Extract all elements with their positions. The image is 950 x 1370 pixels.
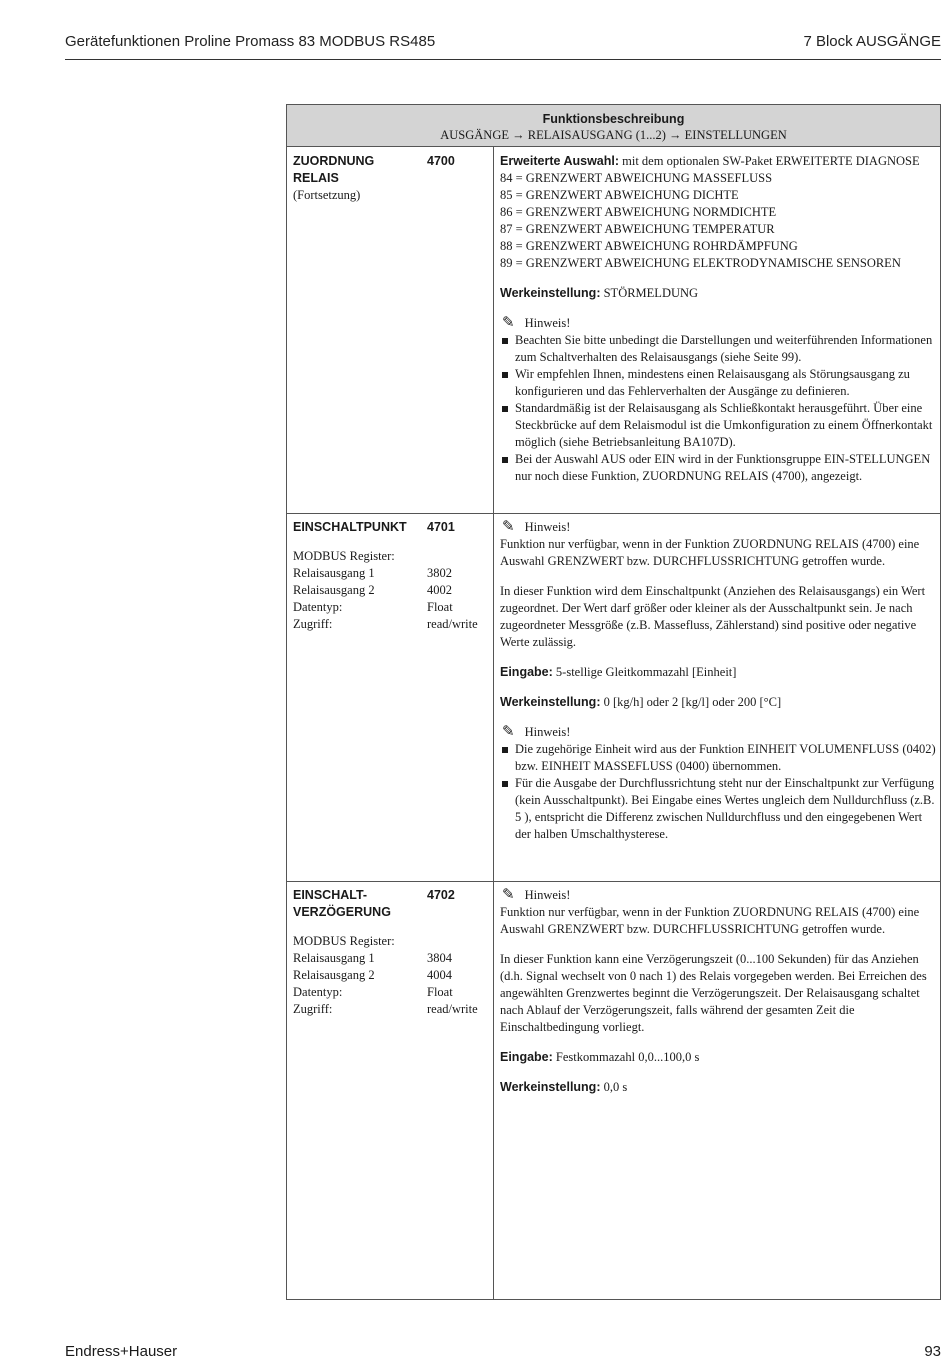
hint-heading: ✎ Hinweis! xyxy=(502,519,571,535)
availability-note: Funktion nur verfügbar, wenn in der Funktion ZUORDNUNG RELAIS (4700) eine Auswahl GRENZWERT bzw. DURCHFLUSSRICHTUNG getroffen wurde. xyxy=(500,537,920,568)
register-row: Datentyp: Float xyxy=(293,985,453,999)
default-label: Werkeinstellung: xyxy=(500,286,601,300)
hint-item: Für die Ausgabe der Durchflussrichtung steht nur der Einschaltpunkt zur Verfügung (kein Ausschaltpunkt). Bei Eingabe eines Wertes ungleich dem Nulldurchfluss (z.B. 5 ), entspricht die Differenz zwischen Nulldurchfluss und den eingegebenen Wert der halben Umschalthysterese. xyxy=(500,775,940,843)
hint-heading: ✎ Hinweis! xyxy=(502,315,571,331)
option-item: 85 = GRENZWERT ABWEICHUNG DICHTE xyxy=(500,188,739,202)
function-code: 4700 xyxy=(427,154,455,168)
function-description xyxy=(500,153,940,485)
table-header xyxy=(287,105,940,147)
pencil-icon: ✎ xyxy=(502,519,515,535)
menu-path: AUSGÄNGE → RELAISAUSGANG (1...2) → EINSTELLUNGEN xyxy=(440,128,787,142)
function-name-cell xyxy=(293,519,488,633)
description-text: In dieser Funktion wird dem Einschaltpunkt (Anziehen des Relaisausgangs) ein Wert zugeordnet. Der Wert darf größer oder kleiner als der Ausschaltpunkt sein. Je nach zugeordneter Messgröße (z.B. Massefluss, Zählerstand) sind positive oder negative Werte zulässig. xyxy=(500,584,926,649)
continuation-note: (Fortsetzung) xyxy=(293,188,361,202)
hint-item: Beachten Sie bitte unbedingt die Darstellungen und weiterführenden Informationen zum Schaltverhalten des Relaisausgangs (siehe Seite 99). xyxy=(500,332,940,366)
extended-selection-label: Erweiterte Auswahl: xyxy=(500,154,620,168)
pencil-icon: ✎ xyxy=(502,724,515,740)
option-list xyxy=(500,170,940,272)
default-value: 0 [kg/h] oder 2 [kg/l] oder 200 [°C] xyxy=(600,695,782,709)
hint-item: Wir empfehlen Ihnen, mindestens einen Relaisausgang als Störungsausgang zu konfigurieren und das Fehlerverhalten der Ausgänge zu definieren. xyxy=(500,366,940,400)
availability-note: Funktion nur verfügbar, wenn in der Funktion ZUORDNUNG RELAIS (4700) eine Auswahl GRENZWERT bzw. DURCHFLUSSRICHTUNG getroffen wurde. xyxy=(500,905,920,936)
hint-item: Die zugehörige Einheit wird aus der Funktion EINHEIT VOLUMENFLUSS (0402) bzw. EINHEIT MASSEFLUSS (0400) übernommen. xyxy=(500,741,940,775)
option-item: 86 = GRENZWERT ABWEICHUNG NORMDICHTE xyxy=(500,205,777,219)
function-row-4702 xyxy=(287,881,940,1299)
function-description xyxy=(500,887,940,1096)
running-header-section: 7 Block AUSGÄNGE xyxy=(803,33,941,50)
hint-item: Bei der Auswahl AUS oder EIN wird in der Funktionsgruppe EIN-STELLUNGEN nur noch diese Funktion, ZUORDNUNG RELAIS (4700), angezeigt. xyxy=(500,451,940,485)
function-name: EINSCHALTPUNKT xyxy=(293,520,407,534)
pencil-icon: ✎ xyxy=(502,887,515,903)
option-item: 87 = GRENZWERT ABWEICHUNG TEMPERATUR xyxy=(500,222,775,236)
modbus-register-label: MODBUS Register: xyxy=(293,934,395,948)
register-row: Relaisausgang 2 4002 xyxy=(293,583,452,597)
description-text: In dieser Funktion kann eine Verzögerungszeit (0...100 Sekunden) für das Anziehen (d.h. Signal wechselt von 0 nach 1) des Relais vorgegeben werden. Bei Erreichen des angewählten Grenzwertes beginnt die Verzögerungszeit. Der Relaisausgang schaltet nach Ablauf der Verzögerungszeit, falls während der gesamten Zeit die Einschaltbedingung vorliegt. xyxy=(500,952,927,1034)
function-code: 4701 xyxy=(427,520,455,534)
default-value: STÖRMELDUNG xyxy=(600,286,699,300)
running-header-title: Gerätefunktionen Proline Promass 83 MODBUS RS485 xyxy=(65,33,436,50)
option-item: 84 = GRENZWERT ABWEICHUNG MASSEFLUSS xyxy=(500,171,773,185)
input-label: Eingabe: xyxy=(500,1050,553,1064)
default-label: Werkeinstellung: xyxy=(500,695,601,709)
page-number: 93 xyxy=(924,1343,941,1360)
register-row: Relaisausgang 2 4004 xyxy=(293,968,452,982)
hint-heading: ✎ Hinweis! xyxy=(502,724,571,740)
register-row: Zugriff: read/write xyxy=(293,1002,478,1016)
function-row-4700 xyxy=(287,147,940,514)
hint-item: Standardmäßig ist der Relaisausgang als Schließkontakt herausgeführt. Über eine Steckbrücke auf dem Relaismodul ist die Umkonfiguration zu einem Öffnerkontakt möglich (siehe Betriebsanleitung BA107D). xyxy=(500,400,940,451)
input-value: Festkommazahl 0,0...100,0 s xyxy=(552,1050,700,1064)
function-row-4701 xyxy=(287,513,940,882)
function-description xyxy=(500,519,940,843)
function-name: ZUORDNUNG RELAIS xyxy=(293,154,375,185)
option-item: 89 = GRENZWERT ABWEICHUNG ELEKTRODYNAMISCHE SENSOREN xyxy=(500,256,901,270)
input-value: 5-stellige Gleitkommazahl [Einheit] xyxy=(552,665,737,679)
option-item: 88 = GRENZWERT ABWEICHUNG ROHRDÄMPFUNG xyxy=(500,239,798,253)
register-row: Relaisausgang 1 3804 xyxy=(293,951,452,965)
default-label: Werkeinstellung: xyxy=(500,1080,601,1094)
register-row: Zugriff: read/write xyxy=(293,617,478,631)
brand-logo-text: Endress+Hauser xyxy=(65,1343,178,1360)
input-label: Eingabe: xyxy=(500,665,553,679)
register-row: Datentyp: Float xyxy=(293,600,453,614)
function-table xyxy=(286,104,941,1300)
function-name-cell xyxy=(293,887,488,1018)
function-code: 4702 xyxy=(427,888,455,902)
hint-list xyxy=(500,741,940,843)
extended-selection-text: mit dem optionalen SW-Paket ERWEITERTE DIAGNOSE xyxy=(619,154,920,168)
modbus-register-label: MODBUS Register: xyxy=(293,549,395,563)
default-value: 0,0 s xyxy=(600,1080,628,1094)
header-rule xyxy=(65,59,941,60)
function-name: EINSCHALT- VERZÖGERUNG xyxy=(293,888,391,919)
pencil-icon: ✎ xyxy=(502,315,515,331)
hint-list xyxy=(500,332,940,485)
table-title: Funktionsbeschreibung xyxy=(542,112,685,126)
function-name-cell xyxy=(293,153,488,204)
register-row: Relaisausgang 1 3802 xyxy=(293,566,452,580)
hint-heading: ✎ Hinweis! xyxy=(502,887,571,903)
